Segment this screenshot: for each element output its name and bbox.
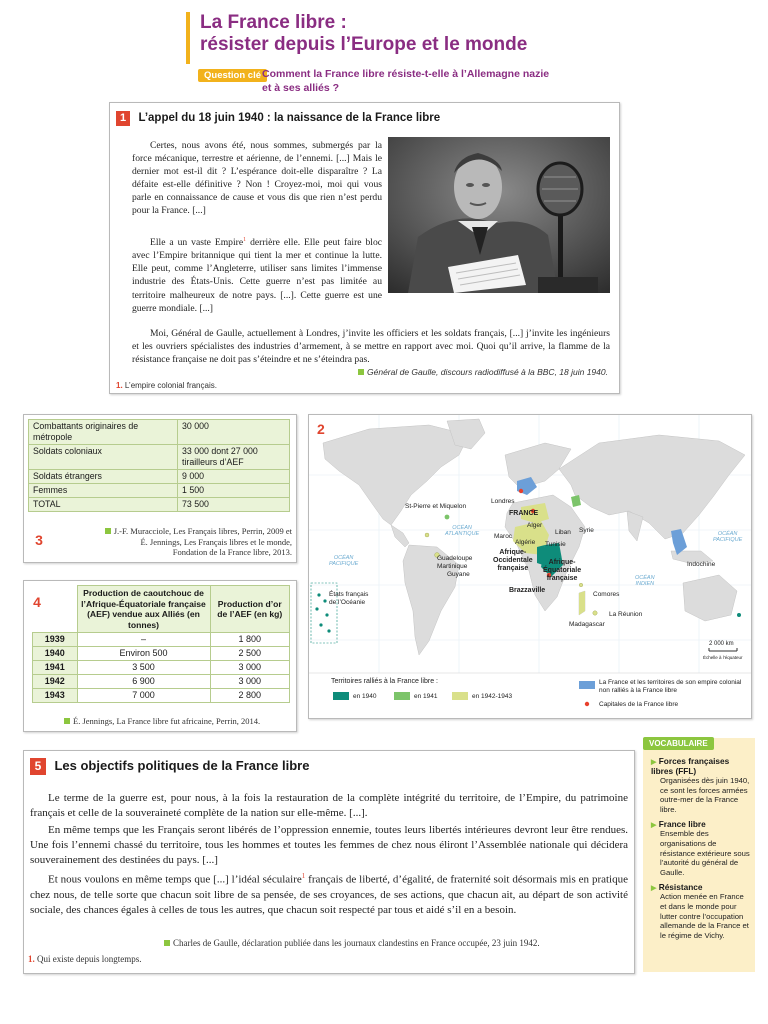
doc5-paragraph-1: Le terme de la guerre est, pour nous, à la fois la restauration de la complète intégrité du territoire, de l’Empire, du patrimoine français et celle de la souveraineté complète de la nation sur elle-même. [...].	[30, 792, 628, 820]
vocab-item	[651, 882, 751, 940]
doc5-footnote	[28, 954, 142, 964]
source-marker	[358, 369, 364, 375]
table-cell-year: 1943	[33, 689, 78, 703]
title-accent-bar	[186, 12, 190, 64]
source-marker	[105, 528, 111, 534]
triangle-bullet-icon: ▶	[651, 759, 657, 766]
ocean-indian-line-1: OCÉAN	[635, 575, 655, 581]
map-label-martinique: Martinique	[437, 563, 468, 570]
key-question-line-2: et à ses alliés ?	[262, 82, 340, 94]
doc1-source	[358, 367, 608, 377]
doc1-number: 1	[116, 111, 130, 126]
map-label-madagascar: Madagascar	[569, 621, 605, 628]
doc1-paragraph-3: Moi, Général de Gaulle, actuellement à Londres, j’invite les officiers et les soldats français, [...] j’invite les ingénieurs et les ouvriers spécialistes des industries d’armement, à se mettre en rapport avec moi. Quoi qu’il arrive, la flamme de la résistance française ne doit pas s’éteindre et ne s’éteindra pas.	[132, 328, 610, 366]
ocean-indian-label	[635, 575, 655, 587]
doc5-paragraph-3-end: français de liberté, d’égalité, de fraternité soit désormais mis en pratique chez nous, de telle sorte que chacun soit libre de sa pensée, de ses croyances, de ses actions, que chacun ait, au départ de son activité sociale, des chances égales à celles de tous les autres, que chacun soit respecté par tous et aidé s’il en a besoin.	[30, 873, 629, 917]
doc5-footnote-number: 1.	[28, 954, 35, 964]
table-cell-label: Combattants originaires de métropole	[29, 420, 178, 445]
vocab-tab: VOCABULAIRE	[643, 737, 714, 750]
map-label-comores: Comores	[593, 591, 620, 598]
doc1-title: L’appel du 18 juin 1940 : la naissance de la France libre	[138, 112, 441, 124]
doc3-number: 3	[35, 532, 43, 548]
document-2-map	[308, 414, 752, 719]
map-label-guadeloupe: Guadeloupe	[437, 555, 473, 562]
map-label-oceanie-line-2: de l’Océanie	[329, 599, 366, 606]
doc4-number: 4	[33, 594, 41, 610]
map-label-guyane: Guyane	[447, 571, 470, 578]
table-corner	[33, 586, 78, 633]
ocean-atlantic-line-2: ATLANTIQUE	[445, 531, 480, 537]
vocab-term-text: Résistance	[658, 882, 703, 893]
legend-capitals: Capitales de la France libre	[599, 701, 679, 708]
vocab-term	[651, 819, 751, 829]
table-cell-gold: 3 000	[210, 675, 290, 689]
doc5-paragraph-3	[30, 869, 628, 918]
map-label-aef-line-1: Afrique-	[548, 559, 576, 566]
table-header-rubber: Production de caoutchouc de l’Afrique-Équatoriale française (AEF) vendue aux Alliés (en tonnes)	[77, 586, 210, 633]
table-cell-gold: 1 800	[210, 633, 290, 647]
question-tag: Question clé	[198, 69, 267, 82]
map-label-aof-line-1: Afrique-	[499, 549, 527, 556]
doc3-source	[78, 526, 292, 558]
doc1-source-text: Général de Gaulle, discours radiodiffusé à la BBC, 18 juin 1940.	[367, 367, 608, 377]
document-4	[23, 580, 297, 732]
doc4-source-text: É. Jennings, La France libre fut africaine, Perrin, 2014.	[73, 716, 261, 726]
vocab-definition: Action menée en France et dans le monde pour lutter contre l’occupation allemande de la France et le régime de Vichy.	[660, 892, 749, 940]
triangle-bullet-icon: ▶	[651, 822, 657, 830]
doc5-footnote-ref: 1	[301, 872, 306, 880]
doc3-table	[28, 419, 290, 512]
table-cell-label: Soldats coloniaux	[29, 445, 178, 470]
map-label-oceanie-line-1: États français	[329, 591, 369, 598]
ocean-atlantic-line-1: OCÉAN	[452, 525, 472, 531]
ocean-indian-line-2: INDIEN	[635, 581, 655, 587]
legend-not-rallied: La France et les territoires de son empire colonial non ralliés à la France libre	[599, 679, 742, 694]
doc5-title: Les objectifs politiques de la France libre	[54, 758, 310, 773]
doc1-paragraph-2-end: derrière elle. Elle peut faire bloc avec l’Empire britannique qui tient la mer et continue la lutte. Elle peut, comme l’Angleterre, utiliser sans limites l’immense industrie des États-Unis. Cette guerre n’est pas limitée au territoire malheureux de notre pays. [...]. Cette guerre est une guerre mondiale. [...]	[132, 237, 382, 314]
table-cell-rubber: –	[77, 633, 210, 647]
map-label-algerie: Algérie	[515, 539, 536, 546]
doc1-paragraph-1: Certes, nous avons été, nous sommes, submergés par la force mécanique, terrestre et aérienne, de l’ennemi. [...] Mais le dernier mot est-il dit ? L’espérance doit-elle disparaître ? La défaite est-elle définitive ? Non ! Croyez-moi, moi qui vous parle en connaissance de cause et vous dis que rien n’est perdu pour la France. [...]	[132, 140, 382, 217]
table-cell-gold: 2 500	[210, 647, 290, 661]
map-label-reunion: La Réunion	[609, 611, 643, 618]
table-row	[33, 661, 290, 675]
table-cell-label: Femmes	[29, 484, 178, 498]
map-label-aof-line-2: Occidentale	[493, 557, 533, 564]
ocean-pacific-right-label	[713, 531, 742, 543]
doc2-number: 2	[317, 421, 325, 437]
map-label-maroc: Maroc	[494, 533, 513, 540]
table-cell-rubber: 7 000	[77, 689, 210, 703]
table-cell-year: 1939	[33, 633, 78, 647]
vocab-item	[651, 819, 751, 877]
map-label-saint-pierre: St-Pierre et Miquelon	[405, 503, 467, 510]
table-row	[29, 420, 290, 445]
table-cell-rubber: 6 900	[77, 675, 210, 689]
table-cell-label: TOTAL	[29, 498, 178, 512]
ocean-atlantic-label	[445, 525, 479, 537]
vocab-list	[651, 756, 751, 940]
vocab-definition: Ensemble des organisations de résistance extérieure sous l’autorité du général de Gaulle.	[660, 829, 750, 877]
legend-1941: en 1941	[414, 693, 438, 700]
vocab-item	[651, 756, 751, 814]
page-title	[200, 12, 527, 56]
ocean-pacific-right-line-2: PACIFIQUE	[713, 537, 743, 543]
vocab-definition: Organisées dès juin 1940, ce sont les forces armées outre-mer de la France libre.	[660, 776, 750, 814]
legend-1942-1943: en 1942-1943	[472, 693, 513, 700]
doc5-paragraph-2: En même temps que les Français seront libérés de l’oppression ennemie, toutes leurs libertés intérieures devront leur être rendues. Une fois l’ennemi chassé du territoire, tous les hommes et toutes les femmes de chez nous éliront l’Assemblée nationale qui décidera souverainement des destinées du pays. [...]	[30, 824, 628, 867]
table-cell-label: Soldats étrangers	[29, 470, 178, 484]
map-label-aef-line-2: Équatoriale	[543, 567, 582, 574]
map-label-syrie: Syrie	[579, 527, 594, 534]
doc4-table	[32, 585, 290, 703]
table-cell-gold: 2 800	[210, 689, 290, 703]
doc5-source-text: Charles de Gaulle, déclaration publiée dans les journaux clandestins en France occupée, 23 juin 1942.	[173, 938, 540, 948]
vocab-term	[651, 756, 751, 776]
map-label-aef-line-3: française	[546, 575, 578, 582]
vocab-term-text: France libre	[658, 819, 706, 830]
map-label-aof-line-3: française	[497, 565, 529, 572]
doc5-source	[164, 938, 540, 948]
map-label-brazzaville: Brazzaville	[509, 587, 546, 594]
source-marker	[164, 940, 170, 946]
vocab-term-text: Forces françaises libres (FFL)	[651, 756, 730, 776]
doc5-paragraph-3-start: Et nous voulons en même temps que [...] l’idéal séculaire	[48, 873, 302, 886]
table-cell-value: 1 500	[178, 484, 290, 498]
map-label-indochine: Indochine	[687, 561, 716, 568]
table-header-row	[33, 586, 290, 633]
doc1-paragraph-2-start: Elle a un vaste Empire	[150, 237, 244, 249]
doc3-source-line-2: É. Jennings, Les Français libres et le monde,	[140, 536, 292, 547]
map-label-liban: Liban	[555, 529, 571, 536]
title-line-2: résister depuis l’Europe et le monde	[200, 34, 528, 55]
table-cell-rubber: Environ 500	[77, 647, 210, 661]
doc5-number: 5	[30, 758, 46, 775]
doc1-footnote	[116, 381, 217, 390]
doc1-paragraph-2	[132, 234, 382, 315]
table-cell-value: 9 000	[178, 470, 290, 484]
vocab-term	[651, 882, 751, 892]
map-label-alger: Alger	[527, 522, 543, 529]
doc4-source	[64, 716, 260, 726]
document-1	[109, 102, 620, 394]
source-marker	[64, 718, 70, 724]
ocean-pacific-left-line-2: PACIFIQUE	[329, 561, 359, 567]
doc3-source-line-1-text: J.-F. Muracciole, Les Français libres, Perrin, 2009 et	[113, 526, 292, 536]
map-scale-note: Échelle à l’équateur	[703, 655, 743, 660]
vocabulary-panel	[643, 738, 755, 972]
map-scale-label: 2 000 km	[709, 641, 734, 647]
triangle-bullet-icon: ▶	[651, 885, 657, 893]
map-label-aof	[493, 549, 533, 573]
ocean-pacific-right-line-1: OCÉAN	[717, 531, 738, 537]
key-question	[262, 67, 582, 95]
map-label-france: FRANCE	[509, 510, 539, 517]
table-cell-value: 73 500	[178, 498, 290, 512]
table-row	[29, 484, 290, 498]
ocean-pacific-left-label	[329, 555, 358, 567]
map-label-aef	[543, 559, 581, 583]
doc3-source-line-1	[78, 526, 292, 537]
table-row	[33, 633, 290, 647]
de-gaulle-photo	[388, 137, 610, 293]
table-row	[33, 647, 290, 661]
map-label-antilles	[437, 555, 472, 579]
table-header-gold: Production d’or de l’AEF (en kg)	[210, 586, 290, 633]
doc5-header	[30, 757, 309, 775]
table-row	[29, 445, 290, 470]
map-label-tunisie: Tunisie	[545, 541, 566, 548]
legend-1940: en 1940	[353, 693, 377, 700]
table-cell-year: 1942	[33, 675, 78, 689]
doc1-footnote-ref: 1	[243, 237, 247, 243]
table-row	[33, 675, 290, 689]
ocean-pacific-left-line-1: OCÉAN	[333, 555, 354, 561]
key-question-line-1: Comment la France libre résiste-t-elle à l’Allemagne nazie	[262, 68, 550, 80]
map-label-oceanie	[329, 591, 368, 607]
table-cell-year: 1940	[33, 647, 78, 661]
table-cell-rubber: 3 500	[77, 661, 210, 675]
doc5-footnote-text: Qui existe depuis longtemps.	[37, 954, 142, 964]
doc1-footnote-number: 1.	[116, 381, 123, 390]
table-cell-value: 33 000 dont 27 000 tirailleurs d’AEF	[178, 445, 290, 470]
doc1-footnote-text: L’empire colonial français.	[124, 381, 217, 390]
table-row	[33, 689, 290, 703]
doc1-header	[116, 108, 440, 126]
table-cell-value: 30 000	[178, 420, 290, 445]
document-3	[23, 414, 297, 563]
table-row	[29, 470, 290, 484]
table-cell-year: 1941	[33, 661, 78, 675]
table-cell-gold: 3 000	[210, 661, 290, 675]
title-line-1: La France libre :	[200, 12, 347, 33]
doc3-source-line-3: Fondation de la France libre, 2013.	[172, 547, 292, 557]
document-5	[23, 750, 635, 974]
table-row	[29, 498, 290, 512]
legend-title: Territoires ralliés à la France libre :	[331, 678, 438, 685]
map-label-londres: Londres	[491, 498, 515, 505]
